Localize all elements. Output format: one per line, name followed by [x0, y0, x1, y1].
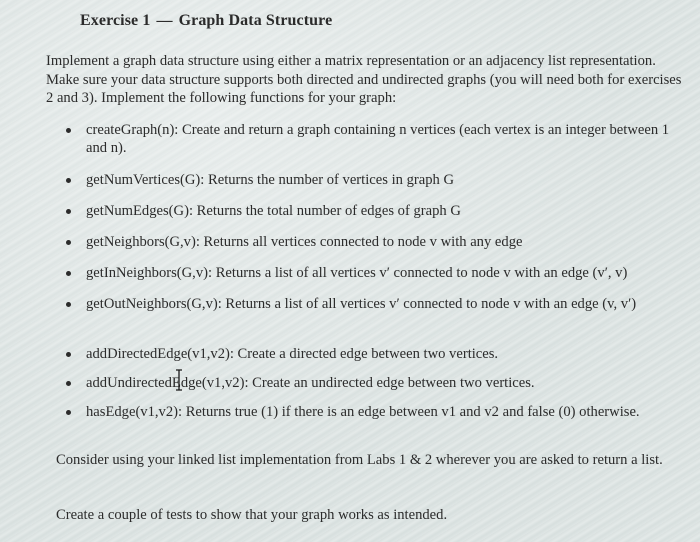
bullet-icon [66, 352, 71, 357]
text-cursor-icon [174, 369, 184, 391]
bullet-icon [66, 271, 71, 276]
list-item [66, 171, 686, 189]
heading-separator: — [156, 12, 173, 29]
function-description: getOutNeighbors(G,v): Returns a list of all vertices v′ connected to node v with an edge (v, v′) [86, 296, 637, 312]
tests-note: Create a couple of tests to show that your graph works as intended. [56, 507, 448, 523]
intro-paragraph: Implement a graph data structure using either a matrix representation or an adjacency list representation. Make sure your data structure supports both directed and undirected graphs (you will need both for exercises 2 and 3). Implement the following functions for your graph: [46, 53, 682, 106]
function-description: getNumVertices(G): Returns the number of vertices in graph G [86, 172, 454, 188]
bullet-icon [66, 381, 71, 386]
list-item [66, 202, 686, 220]
list-item [66, 345, 686, 363]
exercise-heading [80, 12, 332, 30]
list-item [66, 121, 686, 157]
list-item [66, 403, 686, 421]
list-item [66, 295, 686, 313]
bullet-icon [66, 410, 71, 415]
function-description: getNeighbors(G,v): Returns all vertices connected to node v with any edge [86, 234, 523, 250]
bullet-icon [66, 209, 71, 214]
list-item [66, 233, 686, 251]
function-description: createGraph(n): Create and return a graph containing n vertices (each vertex is an integer between 1 and n). [86, 122, 670, 156]
function-description: hasEdge(v1,v2): Returns true (1) if there is an edge between v1 and v2 and false (0) otherwise. [86, 404, 640, 420]
bullet-icon [66, 128, 71, 133]
function-description: addUndirectedEdge(v1,v2): Create an undirected edge between two vertices. [86, 375, 535, 391]
function-description: addDirectedEdge(v1,v2): Create a directed edge between two vertices. [86, 346, 499, 362]
function-description: getNumEdges(G): Returns the total number of edges of graph G [86, 203, 461, 219]
list-item [66, 264, 686, 282]
linked-list-note: Consider using your linked list implementation from Labs 1 & 2 wherever you are asked to return a list. [56, 452, 663, 468]
bullet-icon [66, 178, 71, 183]
bullet-icon [66, 240, 71, 245]
function-description: getInNeighbors(G,v): Returns a list of all vertices v′ connected to node v with an edge (v′, v) [86, 265, 628, 281]
exercise-number: Exercise 1 [80, 12, 151, 29]
list-item [66, 374, 686, 392]
exercise-title: Graph Data Structure [178, 12, 333, 29]
bullet-icon [66, 302, 71, 307]
